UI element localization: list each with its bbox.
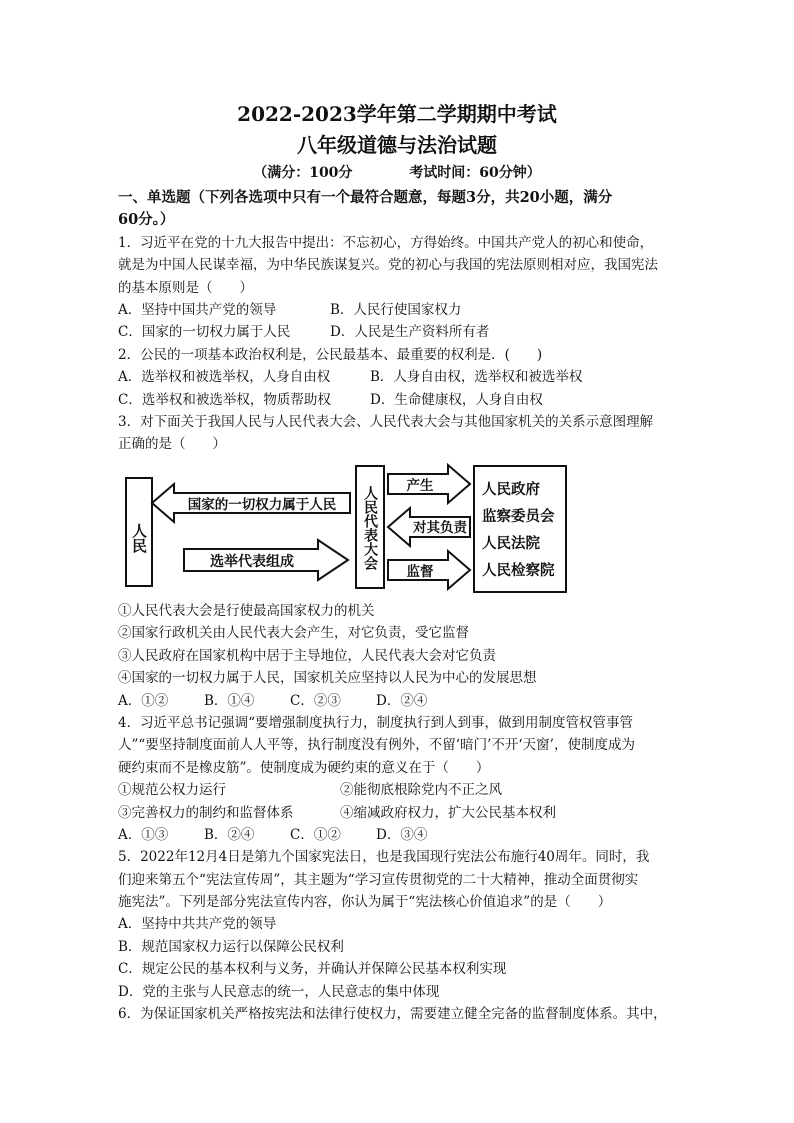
q3-statement-1: ①人民代表大会是行使最高国家权力的机关 xyxy=(118,603,375,619)
q4-statement-1: ①规范公权力运行 xyxy=(118,782,226,799)
q3-option-b: B．①④ xyxy=(204,692,255,709)
exam-subtitle: 八年级道德与法治试题 xyxy=(297,133,497,157)
q5-option-c: C．规定公民的基本权利与义务，并确认并保障公民基本权利实现 xyxy=(118,961,507,978)
arrow-elect-label: 选举代表组成 xyxy=(210,554,294,570)
arrow-power-label: 国家的一切权力属于人民 xyxy=(187,497,337,513)
q3-statement-2: ②国家行政机关由人民代表大会产生，对它负责，受它监督 xyxy=(118,625,469,642)
q1-option-b: B．人民行使国家权力 xyxy=(330,301,462,318)
q5-option-a: A．坚持中共共产党的领导 xyxy=(118,916,277,933)
q4-options-row xyxy=(118,824,684,846)
q4-stem: 人”“要坚持制度面前人人平等，执行制度没有例外，不留‘暗门’不开‘天窗’，使制度成为 xyxy=(118,737,635,754)
q6-stem: 6．为保证国家机关严格按宪法和法律行使权力，需要建立健全完备的监督制度体系。其中， xyxy=(118,1006,667,1023)
org-procuratorate: 人民检察院 xyxy=(482,562,555,579)
q4-statement-3: ③完善权力的制约和监督体系 xyxy=(118,804,294,821)
section-heading-cont: 60分。） xyxy=(118,211,175,229)
q4-option-d: D．③④ xyxy=(376,826,428,843)
arrow-supervise-label: 监督 xyxy=(406,564,434,580)
full-score: （满分：100分 xyxy=(253,165,353,181)
q1-option-d: D．人民是生产资料所有者 xyxy=(330,324,490,341)
q5-stem: 5．2022年12月4日是第九个国家宪法日，也是我国现行宪法公布施行40周年。同时，我 xyxy=(118,849,650,866)
q1-option-c: C．国家的一切权力属于人民 xyxy=(118,324,291,341)
q3-options-row xyxy=(118,690,684,712)
q1-options-row xyxy=(118,299,684,321)
arrow-produce-label: 产生 xyxy=(406,478,434,494)
q2-options-row xyxy=(118,366,684,388)
org-supervisory-commission: 监察委员会 xyxy=(482,508,555,525)
q5-stem: 施宪法”。下列是部分宪法宣传内容，你认为属于“宪法核心价值追求”的是（ ） xyxy=(118,894,612,911)
question-block-2 xyxy=(118,600,684,1025)
q3-option-c: C．②③ xyxy=(290,692,341,709)
arrow-responsible-label: 对其负责 xyxy=(413,520,467,536)
org-government: 人民政府 xyxy=(482,481,540,498)
q3-stem: 3．对下面关于我国人民与人民代表大会、人民代表大会与其他国家机关的关系示意图理解 xyxy=(118,413,654,430)
org-court: 人民法院 xyxy=(482,535,540,552)
q1-stem: 的基本原则是（ ） xyxy=(118,279,253,296)
q5-stem: 们迎来第五个“宪法宣传周”，其主题为“学习宣传贯彻党的二十大精神，推动全面贯彻实 xyxy=(118,871,639,888)
relationship-diagram xyxy=(122,462,592,595)
q5-option-d: D．党的主张与人民意志的统一，人民意志的集中体现 xyxy=(118,983,440,1000)
npc-label: 人民代表大会 xyxy=(362,486,378,570)
q4-statement-2: ②能彻底根除党内不正之风 xyxy=(340,782,502,799)
q4-stem: 4．习近平总书记强调“要增强制度执行力，制度执行到人到事，做到用制度管权管事管 xyxy=(118,714,633,731)
q5-option-b: B．规范国家权力运行以保障公民权利 xyxy=(118,938,344,955)
q3-option-d: D．②④ xyxy=(376,692,428,709)
q2-stem: 2．公民的一项基本政治权利是，公民最基本、最重要的权利是．( ) xyxy=(118,346,543,363)
people-label: 人民 xyxy=(130,523,148,553)
exam-title: 2022-2023学年第二学期期中考试 xyxy=(237,102,557,126)
q4-statements-row xyxy=(118,779,684,801)
q4-stem: 硬约束而不是橡皮筋”。使制度成为硬约束的意义在于（ ） xyxy=(118,759,490,776)
q4-option-b: B．②④ xyxy=(204,826,255,843)
q1-stem: 1．习近平在党的十九大报告中提出：不忘初心，方得始终。中国共产党人的初心和使命， xyxy=(118,234,654,251)
q3-stem: 正确的是（ ） xyxy=(118,436,226,453)
section-heading: 一、单选题（下列各选项中只有一个最符合题意，每题3分，共20小题，满分 xyxy=(118,189,613,206)
q3-statement-3: ③人民政府在国家机构中居于主导地位，人民代表大会对它负责 xyxy=(118,647,496,664)
q2-option-b: B．人身自由权，选举权和被选举权 xyxy=(370,369,583,386)
q3-statement-4: ④国家的一切权力属于人民，国家机关应坚持以人民为中心的发展思想 xyxy=(118,670,537,687)
q2-option-d: D．生命健康权，人身自由权 xyxy=(370,391,543,408)
q4-statements-row xyxy=(118,802,684,824)
question-block-1 xyxy=(118,187,684,456)
q1-option-a: A．坚持中国共产党的领导 xyxy=(118,301,277,318)
exam-time: 考试时间：60分钟） xyxy=(409,165,541,181)
q2-options-row xyxy=(118,389,684,411)
q1-options-row xyxy=(118,321,684,343)
q1-stem: 就是为中国人民谋幸福，为中华民族谋复兴。党的初心与我国的宪法原则相对应，我国宪法 xyxy=(118,257,658,274)
exam-meta xyxy=(0,162,794,182)
q2-option-a: A．选举权和被选举权，人身自由权 xyxy=(118,369,331,386)
q4-option-c: C．①② xyxy=(290,826,341,843)
q4-option-a: A．①③ xyxy=(118,826,169,843)
q3-option-a: A．①② xyxy=(118,692,169,709)
q2-option-c: C．选举权和被选举权，物质帮助权 xyxy=(118,391,331,408)
q4-statement-4: ④缩减政府权力，扩大公民基本权利 xyxy=(340,804,556,821)
